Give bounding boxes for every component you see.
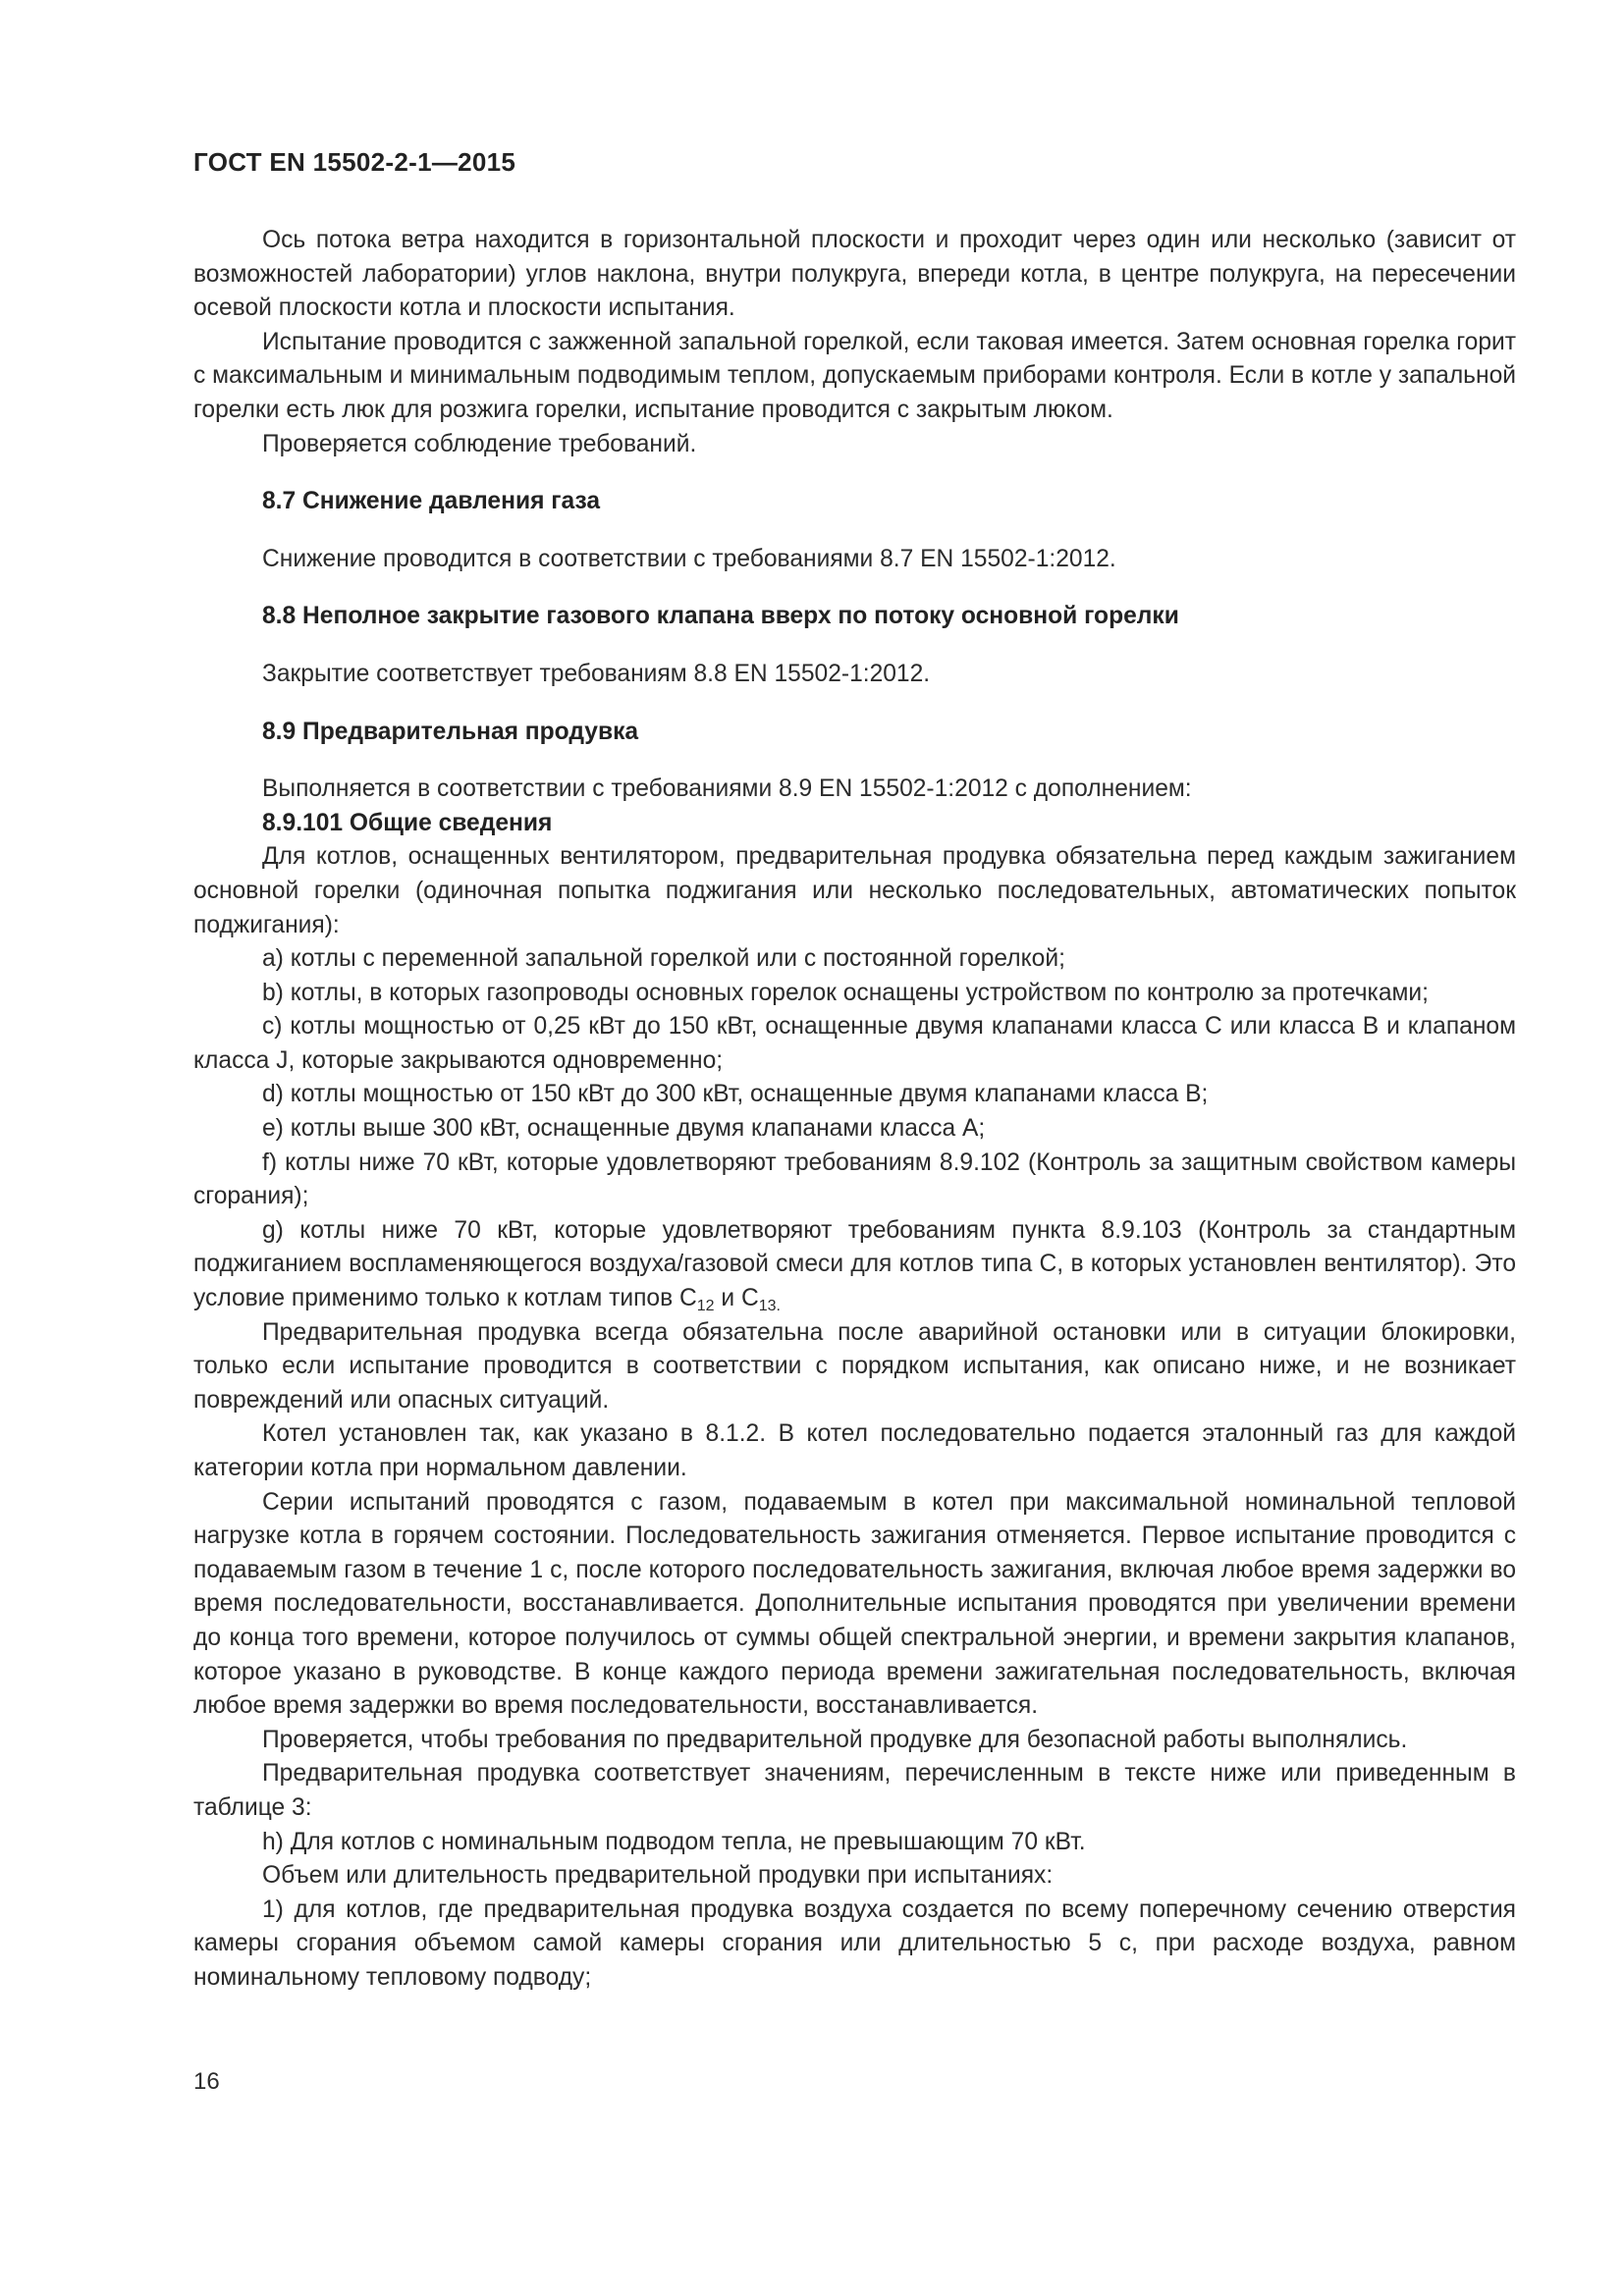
list-item-c: c) котлы мощностью от 0,25 кВт до 150 кВт, оснащенные двумя клапанами класса С или класса В и клапаном класса J, которые закрываются одновременно; [193,1013,1516,1074]
list-item-1: 1) для котлов, где предварительная продувка воздуха создается по всему поперечному сечению отверстия камеры сгорания объемом самой камеры сгорания или длительностью 5 с, при расходе воздуха, равном номинальному тепловому подводу; [193,1896,1516,1991]
paragraph: Предварительная продувка всегда обязательна после аварийной остановки или в ситуации блокировки, только если испытание проводится в соответствии с порядком испытания, как описано ниже, и не возникает повреждений или опасных ситуаций. [193,1318,1516,1414]
paragraph: Объем или длительность предварительной продувки при испытаниях: [262,1862,1054,1890]
list-item-f: f) котлы ниже 70 кВт, которые удовлетворяют требованиям 8.9.102 (Контроль за защитным свойством камеры сгорания); [193,1148,1516,1210]
paragraph: Котел установлен так, как указано в 8.1.2. В котел последовательно подается эталонный газ для каждой категории котла при нормальном давлении. [193,1420,1516,1481]
list-item-d: d) котлы мощностью от 150 кВт до 300 кВт, оснащенные двумя клапанами класса В; [262,1081,1209,1108]
paragraph: Снижение проводится в соответствии с требованиями 8.7 EN 15502-1:2012. [262,545,1116,572]
paragraph: Предварительная продувка соответствует значениям, перечисленным в тексте ниже или приведенным в таблице 3: [193,1760,1516,1821]
paragraph: Проверяется соблюдение требований. [262,430,697,457]
paragraph: Проверяется, чтобы требования по предварительной продувке для безопасной работы выполнялись. [262,1726,1408,1753]
subsection-heading-8-9-101: 8.9.101 Общие сведения [262,809,553,836]
paragraph: Закрытие соответствует требованиям 8.8 EN 15502-1:2012. [262,660,931,687]
subscript-12: 12 [696,1298,715,1315]
list-item-g [193,1214,1516,1316]
subscript-13: 13. [758,1298,781,1315]
document-body [193,224,1516,1996]
list-item-b: b) котлы, в которых газопроводы основных горелок оснащены устройством по контролю за протечками; [262,979,1429,1006]
paragraph: Выполняется в соответствии с требованиями 8.9 EN 15502-1:2012 с дополнением: [262,775,1192,803]
section-heading-8-8: 8.8 Неполное закрытие газового клапана вверх по потоку основной горелки [262,603,1179,630]
list-item-g-conj: и С [714,1285,759,1312]
section-heading-8-9: 8.9 Предварительная продувка [262,718,639,745]
page-number: 16 [193,2068,220,2095]
document-header: ГОСТ EN 15502-2-1—2015 [193,147,516,177]
paragraph: Ось потока ветра находится в горизонтальной плоскости и проходит через один или несколько (зависит от возможностей лаборатории) углов наклона, внутри полукруга, впереди котла, в центре полукруга, на пересечении осевой плоскости котла и плоскости испытания. [193,227,1516,322]
list-item-a: a) котлы с переменной запальной горелкой или с постоянной горелкой; [262,945,1065,973]
paragraph: Серии испытаний проводятся с газом, подаваемым в котел при максимальной номинальной тепловой нагрузке котла в горячем состоянии. Последовательность зажигания отменяется. Первое испытание проводится с подаваемым газом в течение 1 с, после которого последовательность зажигания, включая любое время задержки во время последовательности, восстанавливается. Дополнительные испытания проводятся при увеличении времени до конца того времени, которое получилось от суммы общей спектральной энергии, и времени закрытия клапанов, которое указано в руководстве. В конце каждого периода времени зажигательная последовательность, включая любое время задержки во время последовательности, восстанавливается. [193,1488,1516,1720]
paragraph: Для котлов, оснащенных вентилятором, предварительная продувка обязательна перед каждым зажиганием основной горелки (одиночная попытка поджигания или несколько последовательных, автоматических попыток поджигания): [193,843,1516,938]
list-item-g-text: g) котлы ниже 70 кВт, которые удовлетворяют требованиям пункта 8.9.103 (Контроль за стандартным поджиганием воспламеняющегося воздуха/газовой смеси для котлов типа С, в которых установлен вентилятор). Это условие применимо только к котлам типов С [193,1216,1516,1312]
list-item-e: e) котлы выше 300 кВт, оснащенные двумя клапанами класса А; [262,1115,986,1143]
paragraph: Испытание проводится с зажженной запальной горелкой, если таковая имеется. Затем основная горелка горит с максимальным и минимальным подводимым теплом, допускаемым приборами контроля. Если в котле у запальной горелки есть люк для розжига горелки, испытание проводится с закрытым люком. [193,328,1516,423]
list-item-h: h) Для котлов с номинальным подводом тепла, не превышающим 70 кВт. [262,1828,1086,1855]
section-heading-8-7: 8.7 Снижение давления газа [262,488,601,515]
